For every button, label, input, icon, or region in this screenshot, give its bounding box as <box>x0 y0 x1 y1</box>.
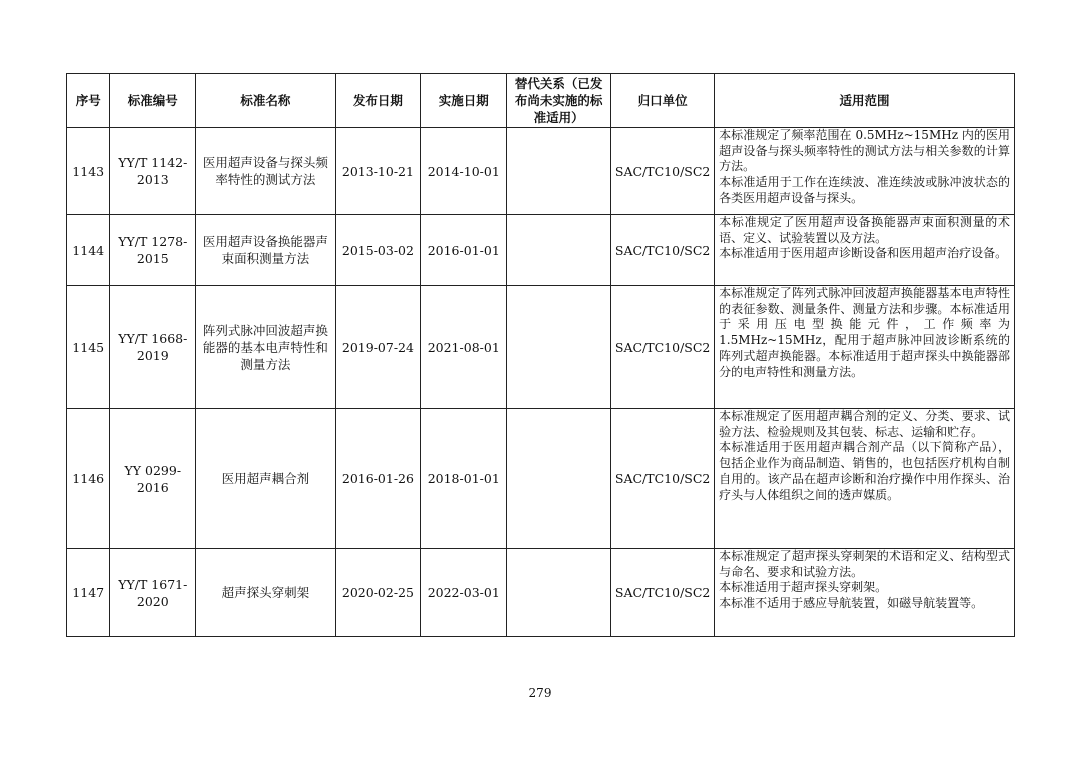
row-no: 1144 <box>67 215 110 286</box>
table-row <box>67 549 1015 637</box>
page-number: 279 <box>528 686 552 700</box>
row-no: 1147 <box>67 549 110 637</box>
scope-paragraph: 本标准规定了阵列式脉冲回波超声换能器基本电声特性的表征参数、测量条件、测量方法和步骤。本标准适用于采用压电型换能元件，工作频率为 1.5MHz~15MHz，配用于超声脉冲回波诊断系统的阵列式超声换能器。本标准适用于超声探头中换能器部分的电声特性和测量方法。 <box>719 286 1010 379</box>
header-row <box>67 74 1015 128</box>
row-scope <box>715 409 1015 549</box>
row-replacement <box>507 409 611 549</box>
row-scope <box>715 549 1015 637</box>
table-row <box>67 409 1015 549</box>
row-org: SAC/TC10/SC2 <box>611 286 715 409</box>
row-replacement <box>507 128 611 215</box>
row-no: 1143 <box>67 128 110 215</box>
row-implement-date: 2014-10-01 <box>421 128 507 215</box>
col-header-implement-date: 实施日期 <box>421 74 507 128</box>
row-publish-date: 2016-01-26 <box>335 409 421 549</box>
col-header-org: 归口单位 <box>611 74 715 128</box>
scope-paragraph: 本标准规定了医用超声设备换能器声束面积测量的术语、定义、试验装置以及方法。 <box>719 215 1010 245</box>
scope-paragraph: 本标准适用于工作在连续波、准连续波或脉冲波状态的各类医用超声设备与探头。 <box>719 175 1010 205</box>
row-name: 超声探头穿刺架 <box>196 549 335 637</box>
row-code: YY/T 1278-2015 <box>110 215 196 286</box>
row-code: YY/T 1671-2020 <box>110 549 196 637</box>
row-code: YY/T 1142-2013 <box>110 128 196 215</box>
row-implement-date: 2021-08-01 <box>421 286 507 409</box>
row-publish-date: 2015-03-02 <box>335 215 421 286</box>
row-publish-date: 2013-10-21 <box>335 128 421 215</box>
row-scope <box>715 215 1015 286</box>
row-replacement <box>507 215 611 286</box>
row-no: 1145 <box>67 286 110 409</box>
row-code: YY 0299-2016 <box>110 409 196 549</box>
row-replacement <box>507 549 611 637</box>
row-scope <box>715 128 1015 215</box>
col-header-publish-date: 发布日期 <box>335 74 421 128</box>
row-org: SAC/TC10/SC2 <box>611 128 715 215</box>
col-header-no: 序号 <box>67 74 110 128</box>
row-org: SAC/TC10/SC2 <box>611 549 715 637</box>
scope-paragraph: 本标准适用于医用超声诊断设备和医用超声治疗设备。 <box>719 246 1008 261</box>
col-header-replacement: 替代关系（已发布尚未实施的标准适用） <box>507 74 611 128</box>
table-row <box>67 128 1015 215</box>
row-name: 医用超声设备与探头频率特性的测试方法 <box>196 128 335 215</box>
table-row <box>67 215 1015 286</box>
row-implement-date: 2016-01-01 <box>421 215 507 286</box>
scope-paragraph: 本标准规定了医用超声耦合剂的定义、分类、要求、试验方法、检验规则及其包装、标志、运输和贮存。 <box>719 409 1010 439</box>
standards-table <box>66 73 1015 637</box>
scope-paragraph: 本标准规定了频率范围在 0.5MHz~15MHz 内的医用超声设备与探头频率特性的测试方法与相关参数的计算方法。 <box>719 128 1010 174</box>
scope-paragraph: 本标准适用于医用超声耦合剂产品（以下简称产品），包括企业作为商品制造、销售的，也包括医疗机构自制自用的。该产品在超声诊断和治疗操作中用作探头、治疗头与人体组织之间的透声媒质。 <box>719 440 1010 502</box>
row-publish-date: 2020-02-25 <box>335 549 421 637</box>
col-header-name: 标准名称 <box>196 74 335 128</box>
row-org: SAC/TC10/SC2 <box>611 215 715 286</box>
table-row <box>67 286 1015 409</box>
scope-paragraph: 本标准不适用于感应导航装置，如磁导航装置等。 <box>719 596 984 611</box>
row-org: SAC/TC10/SC2 <box>611 409 715 549</box>
row-name: 医用超声耦合剂 <box>196 409 335 549</box>
row-code: YY/T 1668-2019 <box>110 286 196 409</box>
row-name: 阵列式脉冲回波超声换能器的基本电声特性和测量方法 <box>196 286 335 409</box>
row-replacement <box>507 286 611 409</box>
row-implement-date: 2018-01-01 <box>421 409 507 549</box>
col-header-code: 标准编号 <box>110 74 196 128</box>
scope-paragraph: 本标准规定了超声探头穿刺架的术语和定义、结构型式与命名、要求和试验方法。 <box>719 549 1010 579</box>
row-implement-date: 2022-03-01 <box>421 549 507 637</box>
row-scope <box>715 286 1015 409</box>
col-header-scope: 适用范围 <box>715 74 1015 128</box>
row-publish-date: 2019-07-24 <box>335 286 421 409</box>
scope-paragraph: 本标准适用于超声探头穿刺架。 <box>719 580 888 595</box>
row-name: 医用超声设备换能器声束面积测量方法 <box>196 215 335 286</box>
row-no: 1146 <box>67 409 110 549</box>
